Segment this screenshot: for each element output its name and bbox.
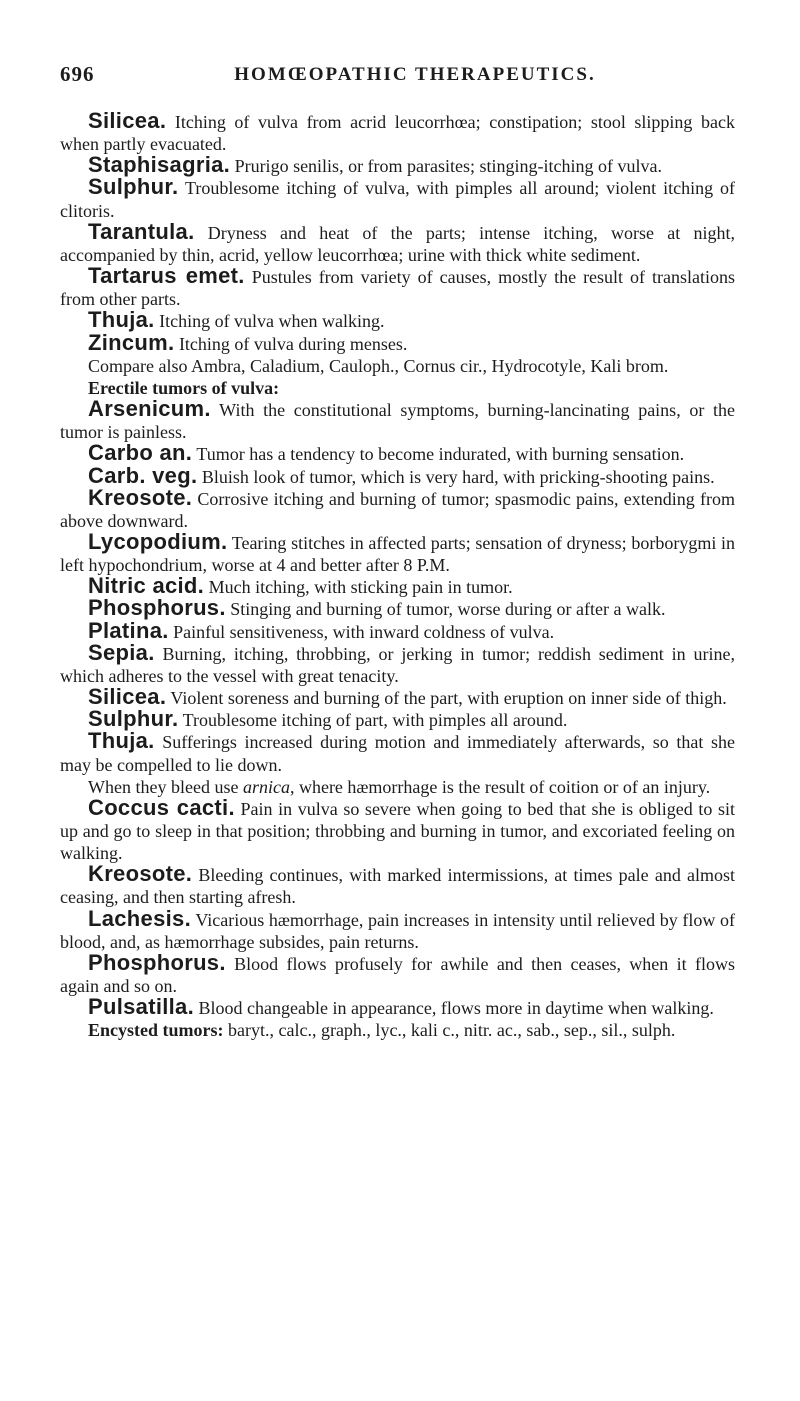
encysted-tumors-note [60, 1019, 735, 1041]
remedy-description: Much itching, with sticking pain in tumor. [208, 577, 513, 598]
remedy-name: Coccus cacti. [88, 794, 235, 820]
vulva-itching-remedies [60, 108, 736, 355]
remedy-description: Corrosive itching and burning of tumor; spasmodic pains, extending from above downward. [60, 488, 735, 531]
remedy-name: Platina. [88, 617, 169, 643]
remedy-name: Kreosote. [88, 861, 193, 887]
remedy-name: Kreosote. [88, 484, 193, 510]
remedy-name: Phosphorus. [88, 949, 226, 975]
bleeding-note-start: When they bleed use [88, 776, 243, 797]
page-body [60, 108, 736, 1042]
remedy-entry [60, 794, 736, 864]
remedy-description: Tumor has a tendency to become indurated, with burning sensation. [196, 444, 685, 465]
remedy-description: Troublesome itching of part, with pimples all around. [182, 710, 568, 731]
remedy-name: Phosphorus. [88, 595, 226, 621]
remedy-description: Itching of vulva from acrid leucorrhœa; constipation; stool slipping back when partly evacuated. [60, 112, 736, 155]
remedy-entry [60, 528, 735, 576]
remedy-description: Violent soreness and burning of the part, with eruption on inner side of thigh. [170, 688, 727, 709]
remedy-name: Carb. veg. [88, 462, 198, 488]
remedy-description: Sufferings increased during motion and immediately afterwards, so that she may be compelled to lie down. [60, 732, 735, 775]
remedy-entry [60, 617, 735, 643]
remedy-entry [60, 329, 735, 355]
remedy-entry [60, 905, 735, 953]
remedy-entry [60, 218, 735, 266]
remedy-entry [60, 949, 735, 997]
remedy-entry [60, 639, 735, 687]
remedy-name: Lachesis. [88, 905, 191, 931]
remedy-entry [60, 263, 736, 310]
encysted-remedies: baryt., calc., graph., lyc., kali c., nitr. ac., sab., sep., sil., sulph. [228, 1020, 676, 1041]
remedy-name: Sulphur. [88, 174, 179, 200]
remedy-name: Silicea. [88, 108, 167, 133]
remedy-description: Bluish look of tumor, which is very hard, with pricking-shooting pains. [201, 466, 715, 487]
subheading-label: Erectile tumors of vulva: [88, 377, 280, 398]
remedy-entry [60, 706, 735, 732]
remedy-name: Staphisagria. [88, 152, 231, 178]
remedy-description: Burning, itching, throbbing, or jerking in tumor; reddish sediment in urine, which adheres to the vessel with great tenacity. [60, 643, 735, 686]
remedy-name: Carbo an. [88, 440, 193, 466]
remedy-name: Silicea. [88, 684, 167, 710]
page-header [60, 62, 740, 92]
remedy-description: Blood flows profusely for awhile and then ceases, when it flows again and so on. [60, 953, 735, 997]
remedy-entry [60, 994, 735, 1020]
remedy-description: Itching of vulva during menses. [178, 333, 408, 354]
remedy-name: Tarantula. [88, 218, 195, 244]
remedy-entry [60, 861, 736, 908]
remedy-description: Vicarious hæmorrhage, pain increases in intensity until relieved by flow of blood, and, as hæmorrhage subsides, pain returns. [60, 909, 735, 952]
remedy-entry [60, 396, 735, 443]
arnica-reference: arnica [242, 776, 290, 797]
remedy-description: Painful sensitiveness, with inward coldness of vulva. [173, 621, 555, 642]
remedy-description: With the constitutional symptoms, burning-lancinating pains, or the tumor is painless. [60, 400, 735, 443]
remedy-name: Thuja. [88, 728, 155, 754]
remedy-entry [60, 484, 735, 532]
remedy-description: Prurigo senilis, or from parasites; stinging-itching of vulva. [234, 156, 663, 177]
remedy-name: Tartarus emet. [88, 263, 245, 289]
remedy-name: Arsenicum. [88, 396, 211, 422]
remedy-name: Thuja. [88, 307, 155, 333]
remedy-description: Stinging and burning of tumor, worse during or after a walk. [230, 599, 666, 620]
remedy-name: Sepia. [88, 639, 155, 665]
running-head: HOMŒOPATHIC THERAPEUTICS. [234, 64, 596, 85]
erectile-tumor-remedies [60, 396, 735, 776]
remedy-description: Tearing stitches in affected parts; sensation of dryness; borborygmi in left hypochondrium, worse at 4 and better after 8 P.M. [60, 532, 735, 576]
remedy-description: Dryness and heat of the parts; intense itching, worse at night, accompanied by thin, acrid, yellow leucorrhœa; urine with thick white sediment. [60, 222, 735, 265]
remedy-name: Sulphur. [88, 706, 179, 732]
remedy-description: Troublesome itching of vulva, with pimples all around; violent itching of clitoris. [60, 178, 735, 221]
bleeding-note-end: , where hæmorrhage is the result of coition or of an injury. [289, 776, 711, 797]
remedy-name: Nitric acid. [88, 573, 205, 599]
remedy-description: Pain in vulva so severe when going to bed that she is obliged to sit up and go to sleep in that position; throbbing and burning in tumor, and excoriated feeling on walking. [60, 798, 736, 864]
remedy-description: Itching of vulva when walking. [159, 311, 385, 332]
remedy-entry [60, 728, 735, 775]
compare-note: Compare also Ambra, Caladium, Cauloph., Cornus cir., Hydrocotyle, Kali brom. [88, 355, 669, 376]
remedy-description: Blood changeable in appearance, flows more in daytime when walking. [198, 998, 714, 1019]
remedy-description: Pustules from variety of causes, mostly the result of translations from other parts. [60, 267, 736, 310]
remedy-name: Pulsatilla. [88, 994, 195, 1020]
page-number: 696 [60, 62, 95, 86]
bleeding-tumor-remedies [60, 794, 736, 1020]
remedy-description: Bleeding continues, with marked intermissions, at times pale and almost ceasing, and then starting afresh. [60, 865, 736, 908]
remedy-name: Lycopodium. [88, 528, 228, 554]
remedy-name: Zincum. [88, 329, 175, 355]
remedy-entry [60, 174, 735, 221]
encysted-label: Encysted tumors: [88, 1020, 224, 1041]
remedy-entry [60, 108, 736, 155]
